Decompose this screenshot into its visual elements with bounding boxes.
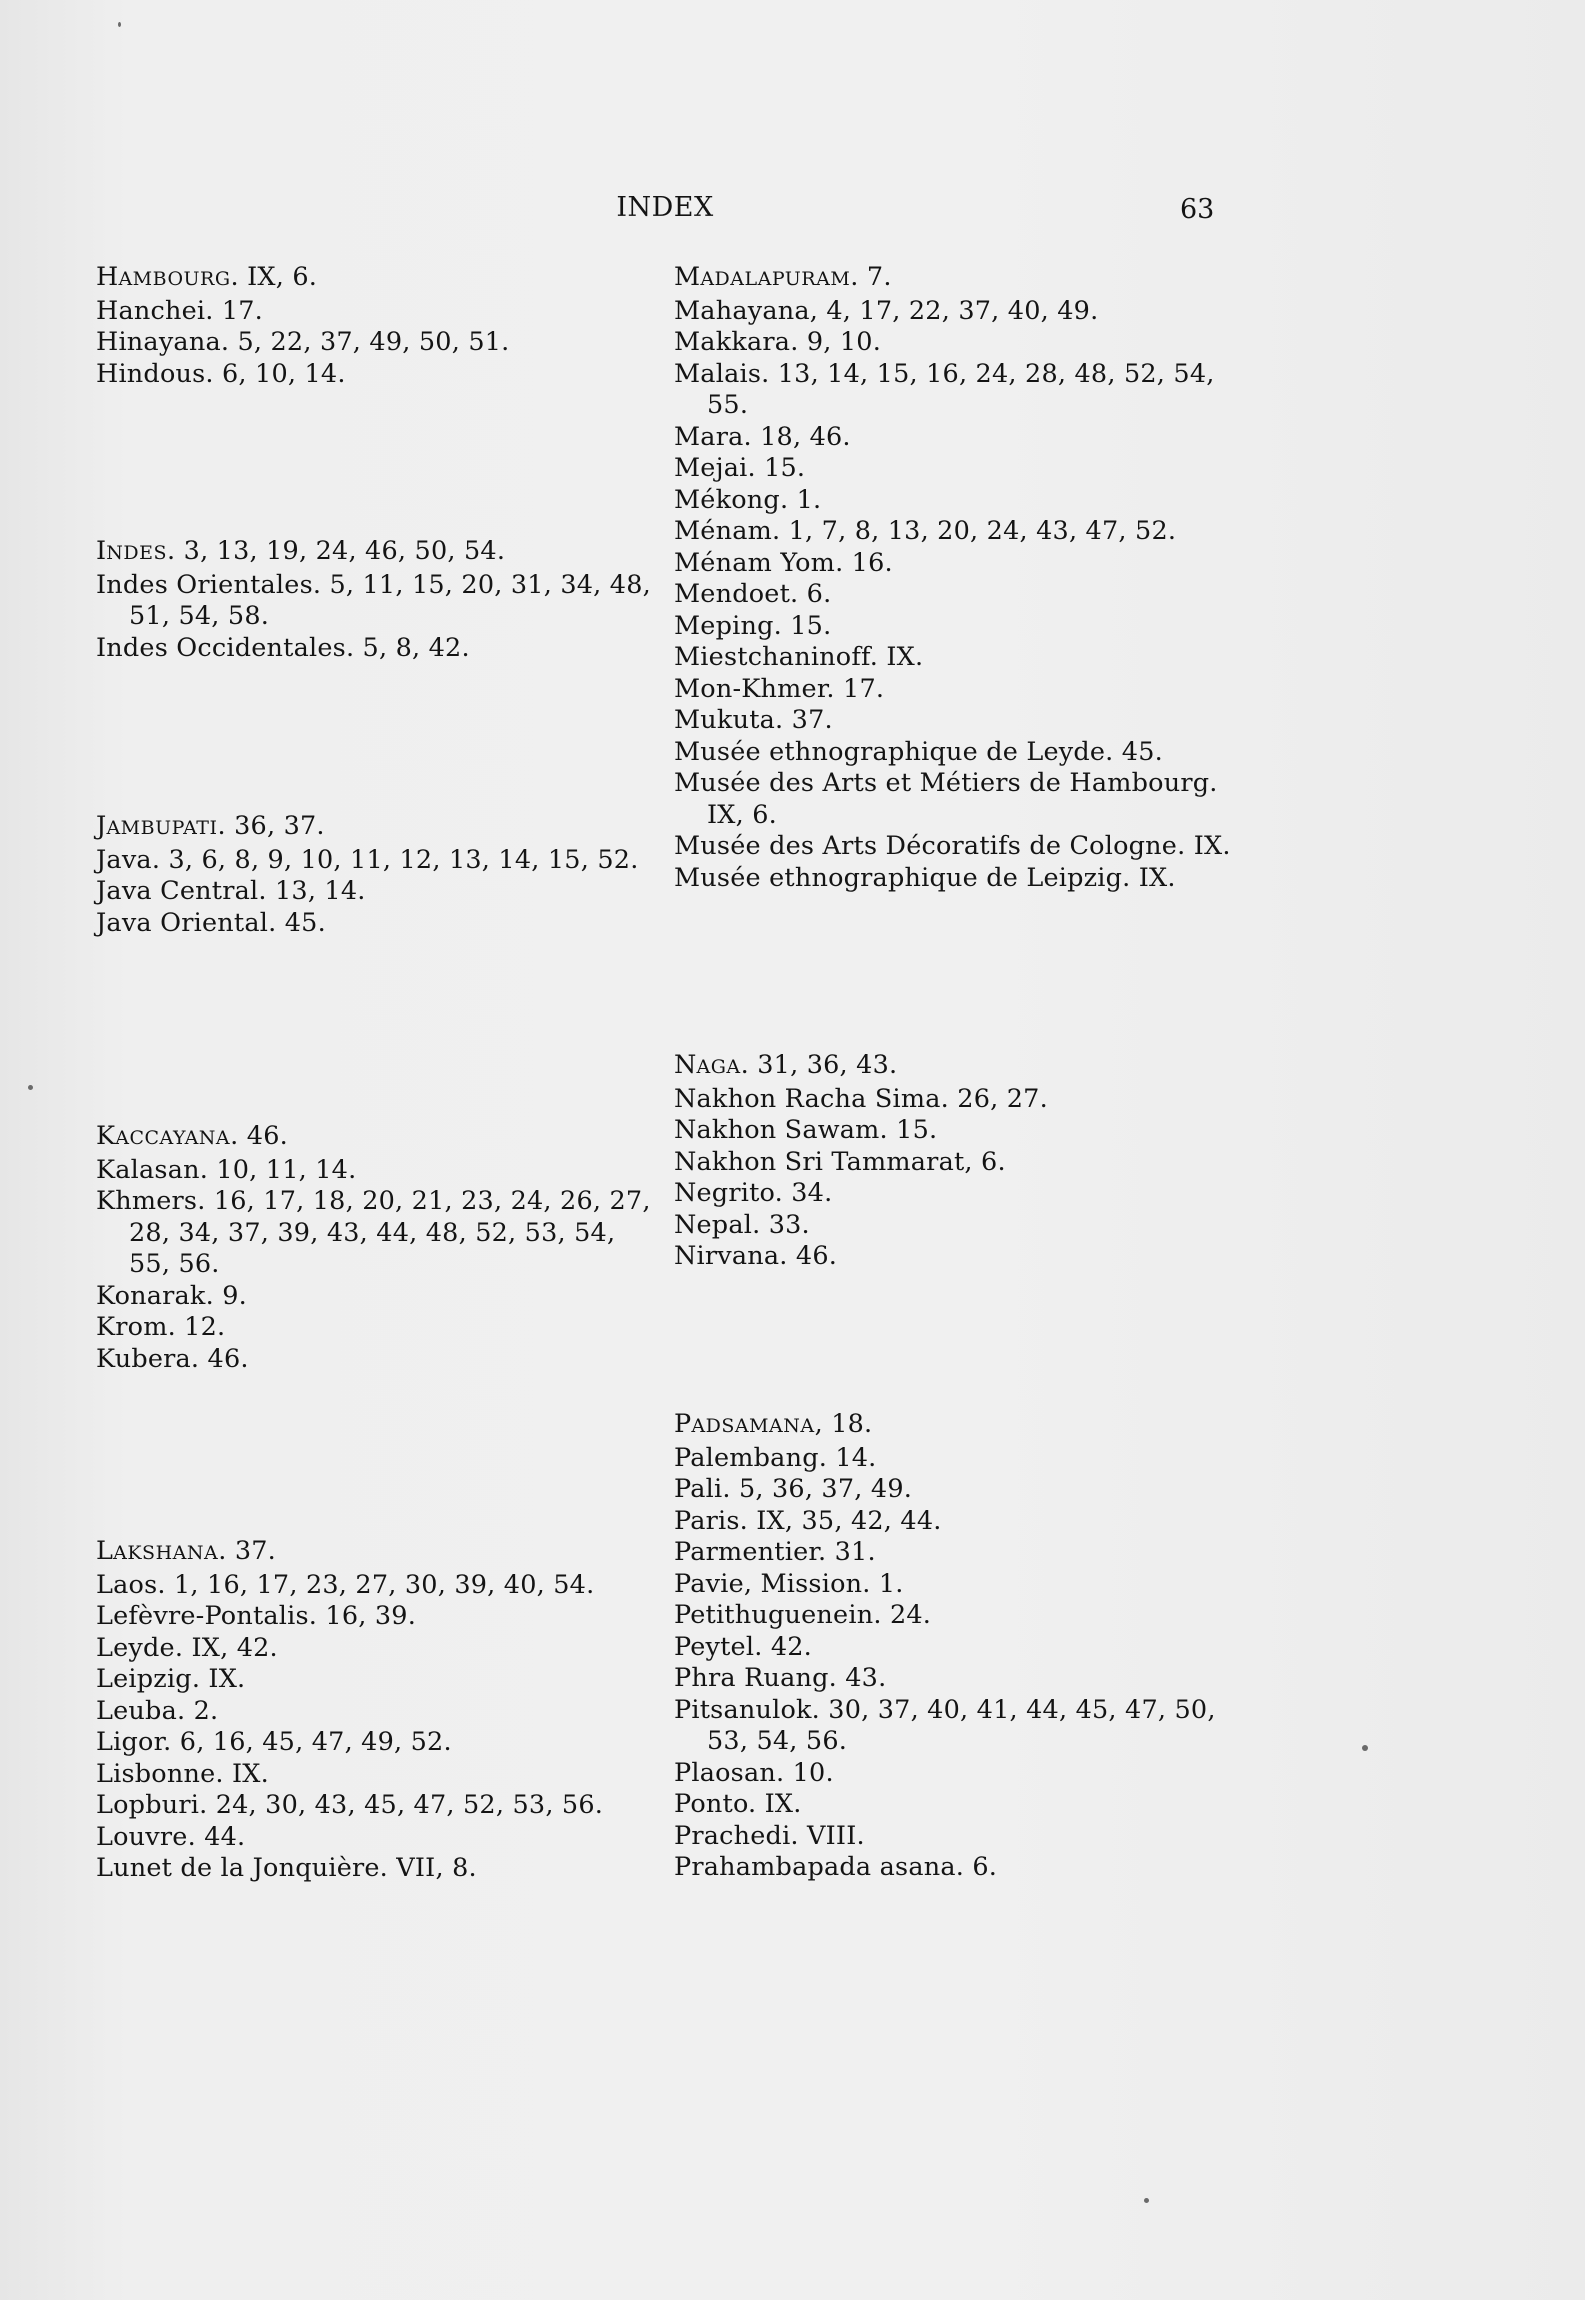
index-entry: Java Oriental. 45. <box>96 907 326 938</box>
index-entry: Nakhon Racha Sima. 26, 27. <box>674 1083 1048 1114</box>
index-entry: HAMBOURG. IX, 6. <box>96 262 318 292</box>
index-entry: Pavie, Mission. 1. <box>674 1568 904 1599</box>
index-entry: Miestchaninoff. IX. <box>674 642 924 672</box>
index-entry: Mendoet. 6. <box>674 579 832 609</box>
index-section-k <box>96 1121 656 1375</box>
page-number: 63 <box>1180 194 1215 225</box>
index-section-h <box>96 262 656 390</box>
index-entry: KACCAYANA. 46. <box>96 1121 288 1151</box>
index-section-m <box>674 262 1234 894</box>
index-entry: JAMBUPATI. 36, 37. <box>96 811 325 841</box>
index-entry: Makkara. 9, 10. <box>674 327 882 357</box>
dust-speck <box>28 1085 33 1090</box>
index-entry: MADALAPURAM. 7. <box>674 262 892 292</box>
index-entry: Lefèvre-Pontalis. 16, 39. <box>96 1601 417 1631</box>
index-entry: Nakhon Sri Tammarat, 6. <box>674 1146 1006 1177</box>
index-entry: Prahambapada asana. 6. <box>674 1852 998 1882</box>
index-entry: Java. 3, 6, 8, 9, 10, 11, 12, 13, 14, 15, 52. <box>96 844 639 875</box>
index-section-j <box>96 811 656 939</box>
dust-speck <box>1144 2198 1149 2203</box>
index-entry: Lisbonne. IX. <box>96 1758 269 1789</box>
running-title: INDEX <box>616 192 714 223</box>
index-entry: Leipzig. IX. <box>96 1664 246 1694</box>
index-entry: Ligor. 6, 16, 45, 47, 49, 52. <box>96 1727 452 1757</box>
index-entry: Laos. 1, 16, 17, 23, 27, 30, 39, 40, 54. <box>96 1569 595 1600</box>
index-entry: Hanchei. 17. <box>96 295 263 326</box>
index-entry: Mara. 18, 46. <box>674 421 851 452</box>
index-entry: Ménam Yom. 16. <box>674 547 893 578</box>
index-entry: Ponto. IX. <box>674 1789 802 1819</box>
index-entry: Indes Occidentales. 5, 8, 42. <box>96 632 470 663</box>
index-entry: Khmers. 16, 17, 18, 20, 21, 23, 24, 26, 27, 28, 34, 37, 39, 43, 44, 48, 52, 53, 54, 55, 56. <box>96 1186 651 1279</box>
index-entry: Musée ethnographique de Leipzig. IX. <box>674 862 1176 893</box>
index-entry: Java Central. 13, 14. <box>96 876 366 906</box>
index-entry: Palembang. 14. <box>674 1442 877 1473</box>
index-entry: Petithuguenein. 24. <box>674 1600 932 1630</box>
index-entry: Krom. 12. <box>96 1312 226 1342</box>
dust-speck <box>118 22 121 27</box>
index-entry: Leyde. IX, 42. <box>96 1632 278 1663</box>
index-entry: Musée ethnographique de Leyde. 45. <box>674 736 1163 767</box>
index-entry: Nirvana. 46. <box>674 1241 838 1271</box>
index-entry: Prachedi. VIII. <box>674 1820 865 1851</box>
index-entry: Hindous. 6, 10, 14. <box>96 358 346 389</box>
index-section-p <box>674 1409 1234 1884</box>
index-entry: Pitsanulok. 30, 37, 40, 41, 44, 45, 47, 50, 53, 54, 56. <box>674 1694 1216 1756</box>
index-entry: Parmentier. 31. <box>674 1537 876 1567</box>
index-entry: Meping. 15. <box>674 610 832 641</box>
index-entry: Plaosan. 10. <box>674 1757 834 1788</box>
index-section-n <box>674 1050 1234 1273</box>
index-entry: Lunet de la Jonquière. VII, 8. <box>96 1853 477 1883</box>
index-entry: Musée des Arts Décoratifs de Cologne. IX. <box>674 831 1231 861</box>
index-entry: Kalasan. 10, 11, 14. <box>96 1154 357 1185</box>
index-entry: Indes Orientales. 5, 11, 15, 20, 31, 34, 48, 51, 54, 58. <box>96 569 651 631</box>
index-section-i <box>96 536 656 664</box>
index-entry: Phra Ruang. 43. <box>674 1663 887 1693</box>
index-entry: LAKSHANA. 37. <box>96 1536 276 1566</box>
dust-speck <box>1362 1745 1368 1751</box>
index-entry: Nakhon Sawam. 15. <box>674 1115 938 1145</box>
index-entry: Mahayana, 4, 17, 22, 37, 40, 49. <box>674 295 1099 326</box>
index-entry: Paris. IX, 35, 42, 44. <box>674 1505 942 1536</box>
index-section-l <box>96 1536 656 1885</box>
index-entry: Mékong. 1. <box>674 484 822 515</box>
index-entry: Hinayana. 5, 22, 37, 49, 50, 51. <box>96 327 510 357</box>
index-entry: PADSAMANA, 18. <box>674 1409 873 1439</box>
index-entry: Louvre. 44. <box>96 1821 246 1852</box>
index-entry: Leuba. 2. <box>96 1695 219 1726</box>
index-entry: Mon-Khmer. 17. <box>674 673 885 704</box>
index-entry: Lopburi. 24, 30, 43, 45, 47, 52, 53, 56. <box>96 1790 604 1820</box>
index-entry: Pali. 5, 36, 37, 49. <box>674 1474 913 1504</box>
index-entry: Peytel. 42. <box>674 1631 812 1662</box>
index-entry: Musée des Arts et Métiers de Hambourg. IX, 6. <box>674 768 1218 830</box>
index-entry: NAGA. 31, 36, 43. <box>674 1050 898 1080</box>
index-entry: Nepal. 33. <box>674 1209 810 1240</box>
index-entry: Negrito. 34. <box>674 1178 833 1208</box>
index-entry: Konarak. 9. <box>96 1280 247 1311</box>
index-entry: INDES. 3, 13, 19, 24, 46, 50, 54. <box>96 536 506 566</box>
index-entry: Mukuta. 37. <box>674 705 833 735</box>
index-entry: Malais. 13, 14, 15, 16, 24, 28, 48, 52, 54, 55. <box>674 358 1215 420</box>
index-entry: Kubera. 46. <box>96 1343 249 1374</box>
index-entry: Ménam. 1, 7, 8, 13, 20, 24, 43, 47, 52. <box>674 516 1177 546</box>
index-entry: Mejai. 15. <box>674 453 806 483</box>
